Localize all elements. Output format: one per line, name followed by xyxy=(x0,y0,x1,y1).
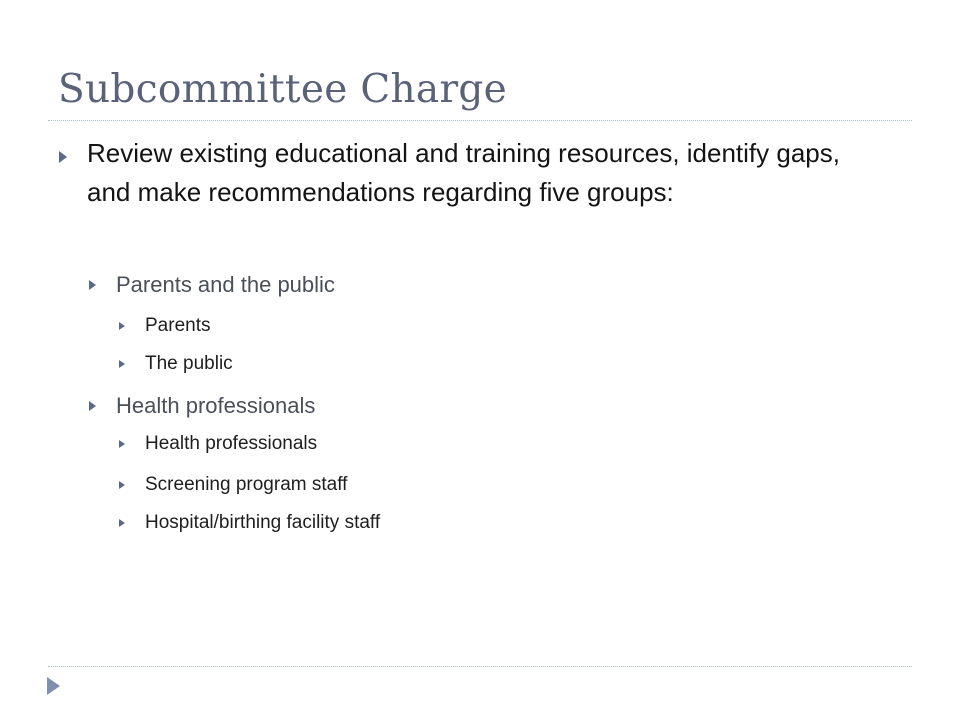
triangle-right-icon xyxy=(89,280,96,290)
main-bullet: Review existing educational and training resources, identify gaps, and make recommendations regarding five groups: xyxy=(87,138,840,207)
triangle-right-icon xyxy=(119,519,125,527)
group-item: Health professionals xyxy=(145,433,318,454)
group-label: Health professionals xyxy=(116,393,316,418)
triangle-right-icon xyxy=(47,677,60,695)
group-item: The public xyxy=(145,353,233,374)
triangle-right-icon xyxy=(119,360,125,368)
slide-title: Subcommittee Charge xyxy=(58,67,508,112)
footer-divider xyxy=(48,666,912,667)
group-item: Screening program staff xyxy=(145,474,348,495)
triangle-right-icon xyxy=(59,151,67,163)
title-divider xyxy=(48,120,912,121)
group-item: Hospital/birthing facility staff xyxy=(145,512,381,533)
group-item: Parents xyxy=(145,315,211,336)
triangle-right-icon xyxy=(119,440,125,448)
triangle-right-icon xyxy=(89,401,96,411)
triangle-right-icon xyxy=(119,322,125,330)
triangle-right-icon xyxy=(119,481,125,489)
group-label: Parents and the public xyxy=(116,272,335,297)
